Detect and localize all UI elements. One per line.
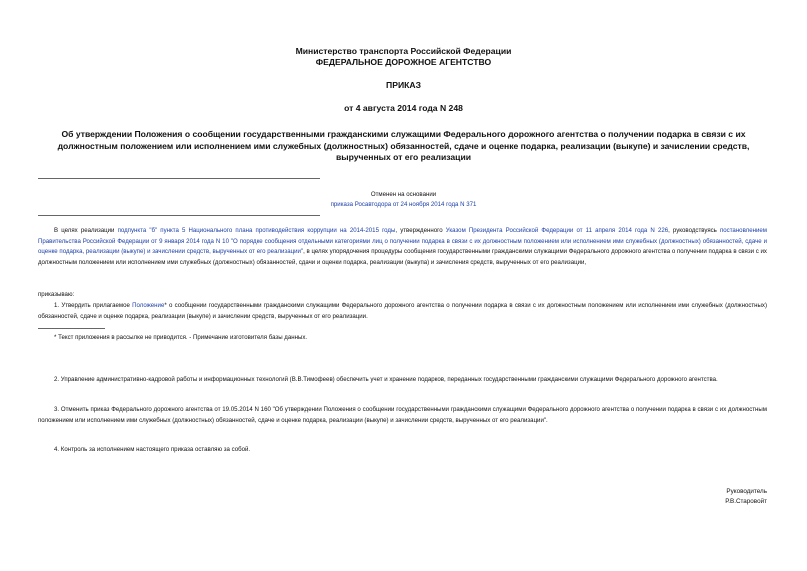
item-2-text: 2. Управление административно-кадровой работы и информационных технологий (В.В.Тимофеев) обеспечить учет и хранение подарков, переданных государственными гражданскими служащими Федерального дорожного агентства. [54,376,718,383]
document-title: Об утверждении Положения о сообщении государственными гражданскими служащими Федерального дорожного агентства о получении подарка в связи с их должностным положением или исполнением ими служебных (должностных) обязанностей, сдаче и оценке подарка, реализации (выкупе) и зачислении средств, вырученных от его реализации [57,129,750,162]
footnote-divider [38,328,105,329]
agency-name: ФЕДЕРАЛЬНОЕ ДОРОЖНОЕ АГЕНТСТВО [315,57,492,67]
signature-name: Р.В.Старовойт [725,498,767,505]
item-4-paragraph [38,445,767,456]
divider-top [38,178,320,179]
order-word: приказываю: [38,291,75,298]
divider-bottom [38,215,320,216]
item-4-text: 4. Контроль за исполнением настоящего приказа оставляю за собой. [54,446,251,453]
item-3-text: 3. Отменить приказ Федерального дорожного агентства от 19.05.2014 N 160 "Об утверждении Положения о сообщении государственными гражданскими служащими Федерального дорожного агентства о получении подарка в связи с их должностным положением или исполнением ими служебных (должностных) обязанностей, сдаче и оценке подарка, реализации (выкупе) и зачислении средств, вырученных от его реализации". [38,406,767,424]
document-type: ПРИКАЗ [386,80,421,90]
footnote-paragraph [38,333,767,344]
link-government-resolution[interactable]: постановлением Правительства Российской Федерации от 9 января 2014 года N 10 "О порядке сообщения отдельными категориями лиц о получении подарка в связи с их должностным положением или исполнением ими служебных (должностных) обязанностей, сдаче и оценке подарка, реализации (выкупе) и зачислении средств, вырученных от его реализации" [38,227,767,255]
document-date-number: от 4 августа 2014 года N 248 [344,103,463,113]
cancel-note-text: Отменен на основании [370,191,437,198]
ministry-name: Министерство транспорта Российской Федерации [295,46,512,56]
preamble-text-4: , в целях упорядочения процедуры сообщения государственными гражданскими служащими Федерального дорожного агентства о получении подарка в связи с их должностным положением или исполнением ими служебных (должностных) обязанностей, сдачи и оценки подарка, реализации (выкупа) и зачисления средств, вырученных от его реализации, [38,248,767,266]
cancel-note-link[interactable]: приказа Росавтодора от 24 ноября 2014 года N 371 [330,201,477,208]
link-national-plan[interactable]: подпункта "б" пункта 5 Национального плана противодействия коррупции на 2014-2015 годы [117,227,396,234]
preamble-text-1: В целях реализации [54,227,115,234]
preamble-text-2: , утвержденного [395,227,443,234]
item-3-paragraph [38,405,767,426]
item-1-text-2: * о сообщении государственными гражданскими служащими Федерального дорожного агентства о получении подарка в связи с их должностным положением или исполнением ими служебных (должностных) обязанностей, сдаче и оценке подарка, реализации (выкупе) и зачислении средств, вырученных от его реализации. [38,302,767,320]
preamble-paragraph [38,226,767,268]
item-1-text-1: 1. Утвердить прилагаемое [54,302,130,309]
link-presidential-decree[interactable]: Указом Президента Российской Федерации от 11 апреля 2014 года N 226 [445,227,669,234]
item-1-paragraph [38,301,767,322]
link-regulation[interactable]: Положение [132,302,165,309]
item-2-paragraph [38,375,767,386]
signature-position: Руководитель [726,488,767,495]
footnote-text: * Текст приложения в рассылке не приводится. - Примечание изготовителя базы данных. [54,334,308,341]
preamble-text-3: , руководствуясь [668,227,717,234]
cancel-note-link-wrap [0,200,807,211]
